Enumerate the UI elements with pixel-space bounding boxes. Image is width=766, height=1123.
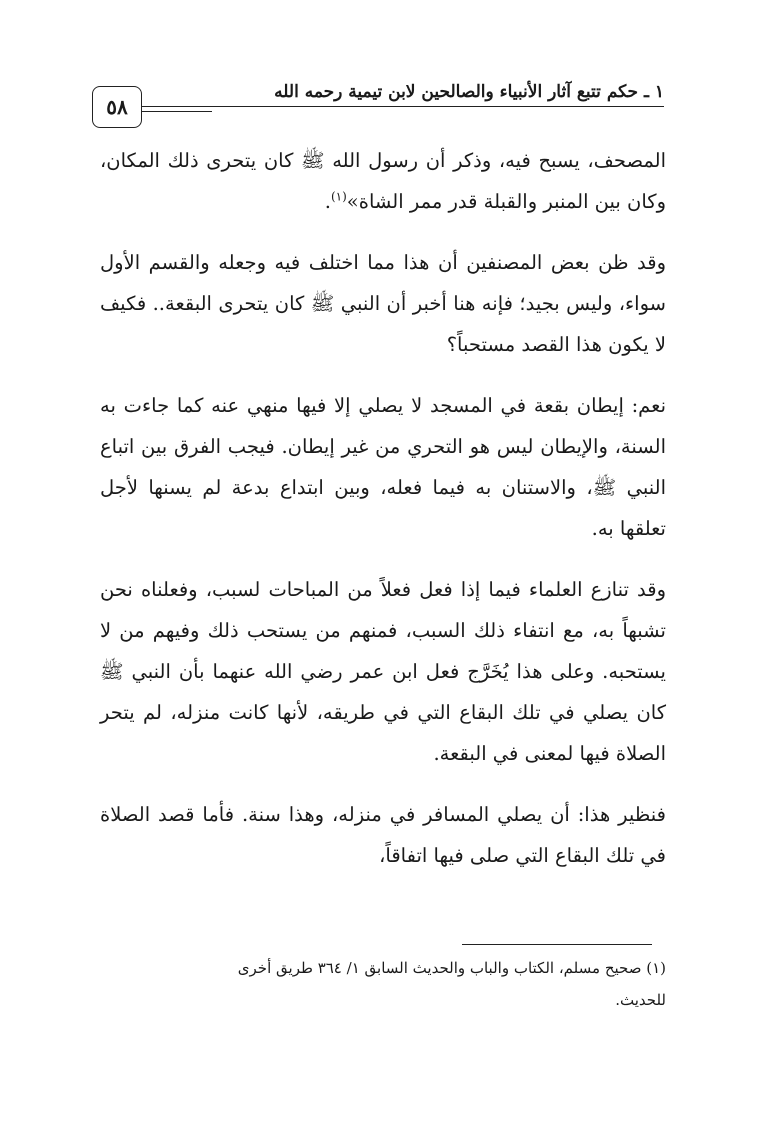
paragraph-4: وقد تنازع العلماء فيما إذا فعل فعلاً من المباحات لسبب، وفعلناه نحن تشبهاً به، مع انتفاء ذلك السبب، فمنهم من يستحب ذلك وفيهم من لا يستحبه. وعلى هذا يُخَرَّج فعل ابن عمر رضي الله عنهما بأن النبي ﷺ كان يصلي في تلك البقاع التي في طريقه، لأنها كانت منزله، لم يتحر الصلاة فيها لمعنى في البقعة. [100,578,666,765]
running-title: ١ ـ حكم تتبع آثار الأنبياء والصالحين لابن تيمية رحمه الله [274,82,664,102]
paragraph-1-text: المصحف، يسبح فيه، وذكر أن رسول الله ﷺ كان يتحرى ذلك المكان، وكان بين المنبر والقبلة قدر ممر الشاة» [100,149,666,213]
page-header [92,78,664,128]
paragraph-3: نعم: إيطان بقعة في المسجد لا يصلي إلا فيها منهي عنه كما جاءت به السنة، والإيطان ليس هو التحري من غير إيطان. فيجب الفرق بين اتباع النبي ﷺ، والاستنان به فيما فعله، وبين ابتداع بدعة لم يسنها لأجل تعلقها به. [100,394,666,540]
footnote-divider [462,944,652,945]
paragraph-1-end: . [324,190,331,213]
paragraph-1 [100,140,666,222]
footnote-1-line-2: للحديث. [615,991,666,1009]
paragraph-2: وقد ظن بعض المصنفين أن هذا مما اختلف فيه وجعله والقسم الأول سواء، وليس بجيد؛ فإنه هنا أخبر أن النبي ﷺ كان يتحرى البقعة.. فكيف لا يكون هذا القصد مستحباً؟ [100,251,666,356]
footnotes [100,952,666,1016]
footnote-1-line-1: (١) صحيح مسلم، الكتاب والباب والحديث السابق ١/ ٣٦٤ طريق أخرى [237,959,666,977]
header-rule [92,106,664,107]
page-number: ٥٨ [92,86,142,128]
footnote-marker: (١) [330,189,347,204]
main-text [100,140,666,896]
paragraph-5: فنظير هذا: أن يصلي المسافر في منزله، وهذا سنة. فأما قصد الصلاة في تلك البقاع التي صلى فيها اتفاقاً، [100,803,666,867]
